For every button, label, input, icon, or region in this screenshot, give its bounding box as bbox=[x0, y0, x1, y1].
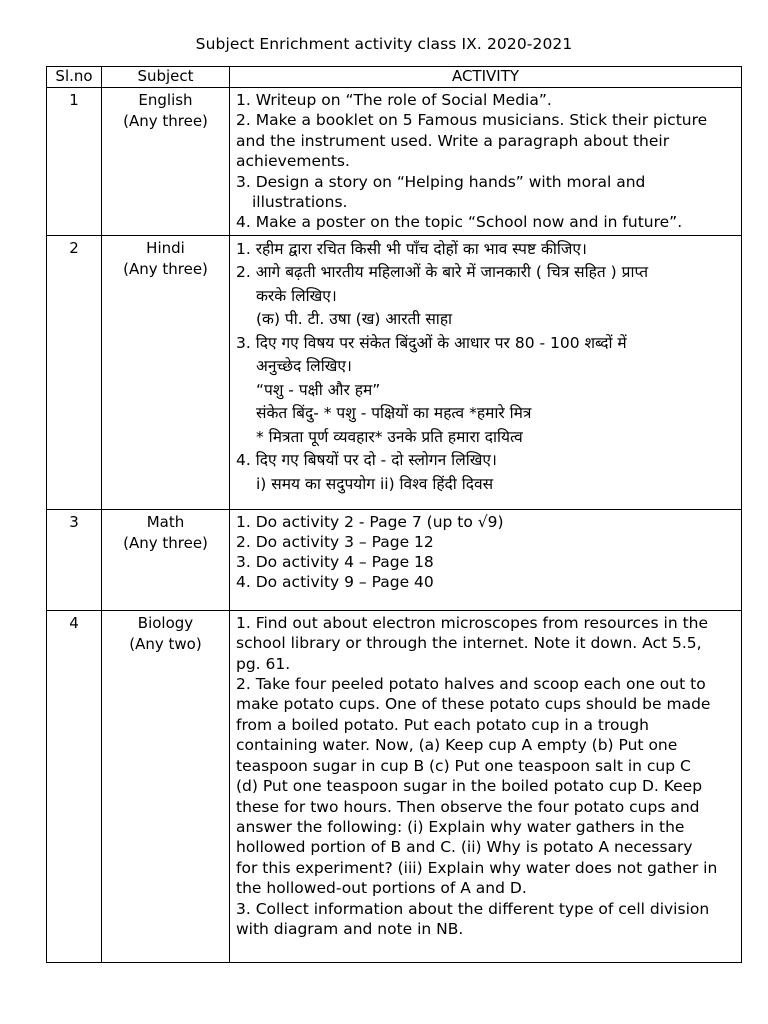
activity-line: 1. Find out about electron microscopes from resources in the bbox=[236, 613, 709, 632]
subject-cell bbox=[102, 235, 230, 509]
activity-line: अनुच्छेद लिखिए। bbox=[256, 357, 352, 376]
table-row-math bbox=[47, 509, 742, 610]
table-row-biology bbox=[47, 610, 742, 962]
activity-cell bbox=[230, 509, 742, 610]
activity-line: with diagram and note in NB. bbox=[236, 919, 464, 938]
header-slno: Sl.no bbox=[47, 67, 102, 88]
activity-line: करके लिखिए। bbox=[256, 286, 337, 305]
subject-qualifier: (Any two) bbox=[129, 634, 202, 653]
activity-line: 1. Writeup on “The role of Social Media”. bbox=[236, 91, 552, 109]
activity-line: and the instrument used. Write a paragraph about their bbox=[236, 131, 670, 150]
slno-cell: 1 bbox=[47, 88, 102, 236]
activity-line: make potato cups. One of these potato cups should be made bbox=[236, 695, 711, 714]
activity-line: containing water. Now, (a) Keep cup A empty (b) Put one bbox=[236, 736, 678, 755]
activity-line: 1. रहीम द्वारा रचित किसी भी पाँच दोहों का भाव स्पष्ट कीजिए। bbox=[236, 239, 587, 258]
subject-qualifier: (Any three) bbox=[123, 259, 208, 278]
activity-line: the hollowed-out portions of A and D. bbox=[236, 879, 527, 898]
activity-line: from a boiled potato. Put each potato cup in a trough bbox=[236, 715, 649, 734]
activity-cell bbox=[230, 610, 742, 962]
activity-line: (क) पी. टी. उषा (ख) आरती साहा bbox=[256, 310, 453, 329]
activity-line: these for two hours. Then observe the four potato cups and bbox=[236, 797, 700, 816]
activity-cell bbox=[230, 88, 742, 236]
header-activity: ACTIVITY bbox=[230, 67, 742, 88]
activity-table bbox=[46, 66, 742, 963]
activity-line: i) समय का सदुपयोग ii) विश्व हिंदी दिवस bbox=[256, 474, 494, 493]
activity-line: 3. Collect information about the different type of cell division bbox=[236, 899, 710, 918]
subject-name: Hindi bbox=[146, 238, 185, 257]
activity-line: illustrations. bbox=[252, 193, 348, 212]
slno-cell: 4 bbox=[47, 610, 102, 962]
header-subject: Subject bbox=[102, 67, 230, 88]
activity-line: answer the following: (i) Explain why water gathers in the bbox=[236, 817, 685, 836]
activity-line: pg. 61. bbox=[236, 654, 291, 673]
subject-cell bbox=[102, 88, 230, 236]
subject-qualifier: (Any three) bbox=[123, 533, 208, 552]
activity-line: संकेत बिंदु- * पशु - पक्षियों का महत्व *हमारे मित्र bbox=[256, 404, 532, 423]
activity-line: teaspoon sugar in cup B (c) Put one teaspoon salt in cup C bbox=[236, 756, 691, 775]
activity-cell bbox=[230, 235, 742, 509]
activity-line: 4. Make a poster on the topic “School now and in future”. bbox=[236, 213, 683, 232]
slno-cell: 2 bbox=[47, 235, 102, 509]
page-title: Subject Enrichment activity class IX. 2020-2021 bbox=[195, 35, 573, 53]
activity-line: 3. दिए गए विषय पर संकेत बिंदुओं के आधार पर 80 - 100 शब्दों में bbox=[236, 333, 627, 352]
table-row-hindi bbox=[47, 235, 742, 509]
activity-line: 3. Do activity 4 – Page 18 bbox=[236, 552, 434, 571]
slno-cell: 3 bbox=[47, 509, 102, 610]
activity-line: 2. Take four peeled potato halves and scoop each one out to bbox=[236, 675, 706, 694]
activity-line: school library or through the internet. Note it down. Act 5.5, bbox=[236, 634, 702, 653]
activity-line: 3. Design a story on “Helping hands” with moral and bbox=[236, 172, 646, 191]
activity-line: 4. Do activity 9 – Page 40 bbox=[236, 572, 434, 591]
activity-line: 2. आगे बढ़ती भारतीय महिलाओं के बारे में जानकारी ( चित्र सहित ) प्राप्त bbox=[236, 263, 649, 282]
activity-line: hollowed portion of B and C. (ii) Why is potato A necessary bbox=[236, 838, 693, 857]
subject-cell bbox=[102, 509, 230, 610]
activity-line: achievements. bbox=[236, 152, 350, 171]
activity-line: 2. Make a booklet on 5 Famous musicians. Stick their picture bbox=[236, 111, 708, 130]
subject-qualifier: (Any three) bbox=[123, 112, 208, 130]
activity-line: “पशु - पक्षी और हम” bbox=[256, 380, 381, 399]
activity-line: 2. Do activity 3 – Page 12 bbox=[236, 532, 434, 551]
activity-line: 1. Do activity 2 - Page 7 (up to √9) bbox=[236, 512, 504, 531]
subject-name: Math bbox=[146, 512, 185, 531]
subject-name: Biology bbox=[137, 613, 194, 632]
subject-name: English bbox=[138, 91, 193, 109]
subject-cell bbox=[102, 610, 230, 962]
activity-line: for this experiment? (iii) Explain why water does not gather in bbox=[236, 858, 718, 877]
activity-line: (d) Put one teaspoon sugar in the boiled potato cup D. Keep bbox=[236, 777, 703, 796]
activity-line: * मित्रता पूर्ण व्यवहार* उनके प्रति हमारा दायित्व bbox=[256, 427, 523, 446]
table-row-english bbox=[47, 88, 742, 236]
activity-line: 4. दिए गए बिषयों पर दो - दो स्लोगन लिखिए। bbox=[236, 451, 497, 470]
header-row bbox=[47, 67, 742, 88]
